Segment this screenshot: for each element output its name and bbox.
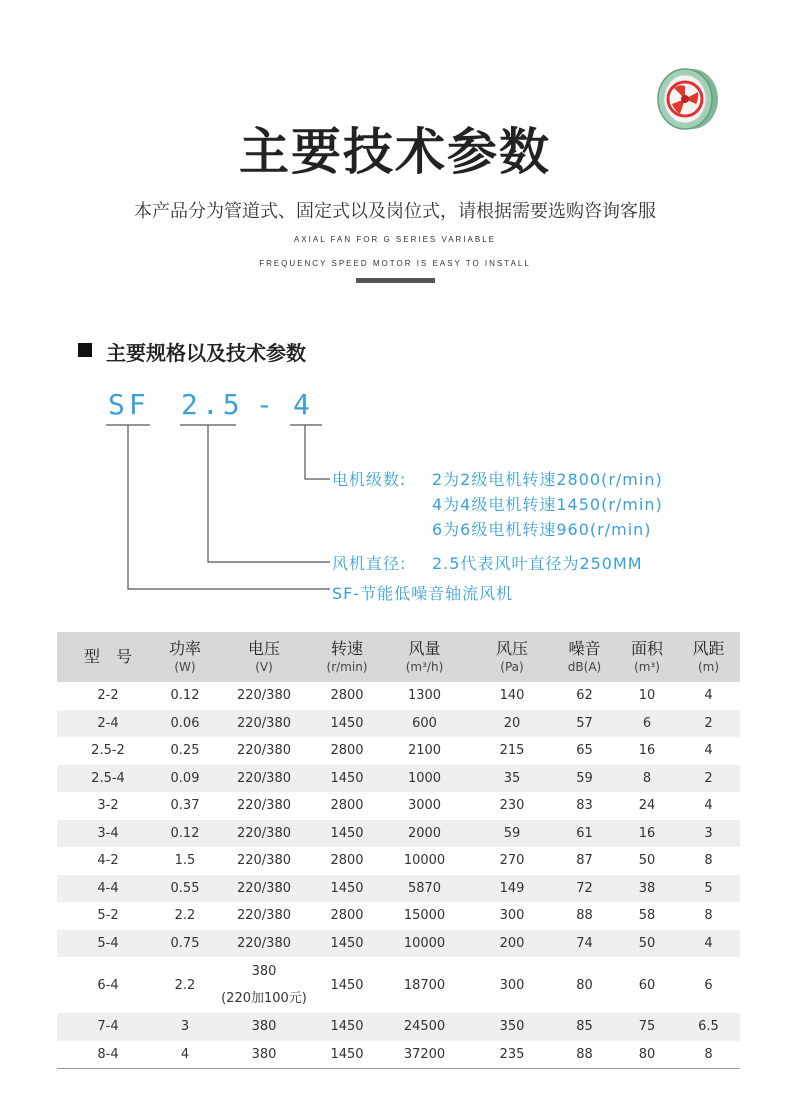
cell-area: 50	[617, 930, 677, 958]
cell-model: 2-4	[57, 710, 159, 738]
cell-power: 2.2	[174, 977, 196, 993]
cell-airflow: 2000	[377, 820, 472, 848]
cell-distance: 2	[677, 710, 740, 738]
cell-distance: 8	[704, 908, 713, 924]
table-row	[57, 1041, 740, 1069]
cell-airflow: 24500	[377, 1013, 472, 1041]
motor-poles-line-1: 2为2级电机转速2800(r/min)	[432, 470, 663, 489]
cell-model: 5-2	[97, 908, 119, 924]
cell-voltage: 220/380	[211, 875, 317, 903]
motor-poles-line-3: 6为6级电机转速960(r/min)	[432, 520, 652, 539]
cell-noise: 61	[552, 820, 617, 848]
cell-model: 7-4	[57, 1013, 159, 1041]
table-row	[57, 902, 740, 930]
cell-speed: 1450	[317, 765, 377, 793]
col-header-model: 型 号	[57, 632, 159, 682]
cell-pressure: 149	[472, 875, 552, 903]
cell-speed: 1450	[317, 710, 377, 738]
cell-noise: 83	[576, 798, 593, 814]
cell-airflow: 1300	[407, 688, 442, 704]
cell-area: 38	[617, 875, 677, 903]
cell-noise: 62	[576, 688, 593, 704]
cell-noise: 72	[552, 875, 617, 903]
table-row	[57, 710, 740, 738]
cell-distance: 3	[677, 820, 740, 848]
cell-pressure: 140	[499, 688, 525, 704]
cell-area: 58	[638, 908, 656, 924]
table-row	[57, 875, 740, 903]
cell-speed: 1450	[317, 1013, 377, 1041]
fan-diameter-label: 风机直径:	[332, 554, 407, 573]
model-code-poles: 4	[293, 388, 314, 421]
cell-pressure: 200	[472, 930, 552, 958]
cell-voltage: 220/380	[211, 820, 317, 848]
cell-airflow: 5870	[377, 875, 472, 903]
english-tagline-line-2: FREQUENCY SPEED MOTOR IS EASY TO INSTALL	[259, 259, 531, 268]
cell-pressure: 270	[499, 853, 525, 869]
cell-area: 75	[617, 1013, 677, 1041]
cell-speed: 2800	[330, 743, 364, 759]
col-header-distance: 风距 (m)	[677, 632, 740, 682]
cell-noise: 59	[552, 765, 617, 793]
cell-model: 5-4	[57, 930, 159, 958]
section-bullet-icon	[78, 343, 92, 357]
cell-power: 2.2	[174, 908, 196, 924]
cell-distance: 8	[704, 853, 713, 869]
cell-speed: 1450	[317, 820, 377, 848]
model-code-series: SF	[108, 388, 150, 421]
cell-pressure: 300	[499, 908, 525, 924]
cell-airflow: 10000	[377, 930, 472, 958]
page-title: 主要技术参数	[239, 123, 551, 181]
cell-power: 0.12	[159, 820, 211, 848]
cell-model: 3-4	[57, 820, 159, 848]
cell-noise: 65	[576, 743, 593, 759]
model-code-diameter: 2.5	[181, 388, 244, 421]
cell-airflow: 15000	[403, 908, 446, 924]
page-subtitle: 本产品分为管道式、固定式以及岗位式，请根据需要选购咨询客服	[134, 201, 656, 222]
cell-airflow: 1000	[377, 765, 472, 793]
cell-pressure: 35	[472, 765, 552, 793]
cell-model: 2.5-4	[57, 765, 159, 793]
cell-airflow: 10000	[403, 853, 446, 869]
cell-speed: 1450	[317, 930, 377, 958]
cell-model: 3-2	[97, 798, 119, 814]
model-code-dash: -	[256, 388, 277, 421]
table-row	[57, 682, 740, 710]
cell-distance: 8	[677, 1041, 740, 1069]
cell-airflow: 18700	[403, 977, 446, 993]
cell-power: 0.55	[159, 875, 211, 903]
col-header-pressure: 风压 (Pa)	[472, 632, 552, 682]
cell-voltage: 380	[211, 1013, 317, 1041]
cell-voltage: 220/380	[236, 908, 291, 924]
cell-speed: 2800	[330, 688, 364, 704]
cell-speed: 1450	[317, 1041, 377, 1069]
cell-area: 8	[617, 765, 677, 793]
table-header-row	[57, 632, 740, 682]
fan-diameter-text: 2.5代表风叶直径为250MM	[432, 554, 643, 573]
col-header-voltage: 电压 (V)	[211, 632, 317, 682]
cell-distance: 4	[704, 798, 713, 814]
cell-distance: 5	[677, 875, 740, 903]
cell-power: 0.37	[170, 798, 200, 814]
table-row	[57, 1013, 740, 1041]
cell-noise: 88	[552, 1041, 617, 1069]
cell-pressure: 215	[499, 743, 525, 759]
cell-pressure: 20	[472, 710, 552, 738]
cell-voltage: 220/380	[236, 798, 291, 814]
cell-pressure: 230	[499, 798, 525, 814]
cell-power: 3	[159, 1013, 211, 1041]
cell-distance: 6	[704, 977, 713, 993]
cell-voltage	[211, 957, 317, 1013]
col-header-power: 功率 (W)	[159, 632, 211, 682]
section-title: 主要规格以及技术参数	[106, 341, 306, 365]
table-row	[57, 820, 740, 848]
cell-model: 6-4	[97, 977, 119, 993]
cell-model: 4-4	[57, 875, 159, 903]
cell-speed: 2800	[330, 798, 364, 814]
cell-area: 24	[638, 798, 656, 814]
sf-series-text: SF-节能低噪音轴流风机	[332, 584, 514, 603]
voltage-note: (220加100元)	[221, 991, 307, 1006]
cell-speed: 1450	[317, 875, 377, 903]
cell-area: 16	[638, 743, 656, 759]
cell-area: 16	[617, 820, 677, 848]
cell-voltage: 220/380	[211, 710, 317, 738]
cell-speed: 2800	[330, 908, 364, 924]
col-header-airflow: 风量 (m³/h)	[377, 632, 472, 682]
col-header-speed: 转速 (r/min)	[317, 632, 377, 682]
cell-model: 4-2	[97, 853, 119, 869]
cell-area: 60	[638, 977, 656, 993]
cell-voltage: 220/380	[211, 930, 317, 958]
cell-voltage: 380	[211, 1041, 317, 1069]
cell-model: 2.5-2	[91, 743, 125, 759]
cell-area: 80	[617, 1041, 677, 1069]
cell-power: 0.12	[170, 688, 200, 704]
cell-airflow: 3000	[407, 798, 442, 814]
motor-poles-line-2: 4为4级电机转速1450(r/min)	[432, 495, 663, 514]
cell-distance: 2	[677, 765, 740, 793]
cell-airflow: 37200	[377, 1041, 472, 1069]
cell-distance: 4	[704, 688, 713, 704]
cell-distance: 6.5	[677, 1013, 740, 1041]
motor-poles-label: 电机级数:	[332, 470, 407, 489]
cell-power: 0.09	[159, 765, 211, 793]
cell-voltage: 220/380	[236, 743, 291, 759]
cell-speed: 2800	[330, 853, 364, 869]
table-row	[57, 765, 740, 793]
cell-voltage: 220/380	[236, 853, 291, 869]
cell-area: 10	[638, 688, 656, 704]
cell-airflow: 2100	[407, 743, 442, 759]
cell-model: 2-2	[97, 688, 119, 704]
cell-pressure: 350	[472, 1013, 552, 1041]
cell-model: 8-4	[57, 1041, 159, 1069]
cell-power: 0.25	[170, 743, 200, 759]
title-divider-bar	[356, 278, 435, 283]
cell-voltage: 220/380	[236, 688, 291, 704]
col-header-noise: 噪音 dB(A)	[552, 632, 617, 682]
table-row	[57, 792, 740, 820]
cell-power: 1.5	[174, 853, 196, 869]
cell-speed: 1450	[330, 977, 364, 993]
table-row	[57, 930, 740, 958]
table-row	[57, 957, 740, 1013]
cell-noise: 80	[576, 977, 593, 993]
cell-pressure: 59	[472, 820, 552, 848]
cell-power: 4	[159, 1041, 211, 1069]
col-header-area: 面积 (m³)	[617, 632, 677, 682]
cell-area: 6	[617, 710, 677, 738]
cell-airflow: 600	[377, 710, 472, 738]
cell-noise: 85	[552, 1013, 617, 1041]
cell-pressure: 300	[499, 977, 525, 993]
table-row	[57, 847, 740, 875]
cell-power: 0.06	[159, 710, 211, 738]
cell-noise: 87	[576, 853, 593, 869]
spec-table	[57, 632, 740, 1069]
english-tagline-line-1: AXIAL FAN FOR G SERIES VARIABLE	[293, 235, 497, 244]
cell-distance: 4	[704, 743, 713, 759]
cell-noise: 74	[552, 930, 617, 958]
cell-distance: 4	[677, 930, 740, 958]
table-row	[57, 737, 740, 765]
cell-voltage: 220/380	[211, 765, 317, 793]
cell-noise: 57	[552, 710, 617, 738]
cell-power: 0.75	[159, 930, 211, 958]
cell-noise: 88	[576, 908, 593, 924]
cell-area: 50	[638, 853, 656, 869]
cell-pressure: 235	[472, 1041, 552, 1069]
voltage-value: 380	[251, 964, 277, 979]
